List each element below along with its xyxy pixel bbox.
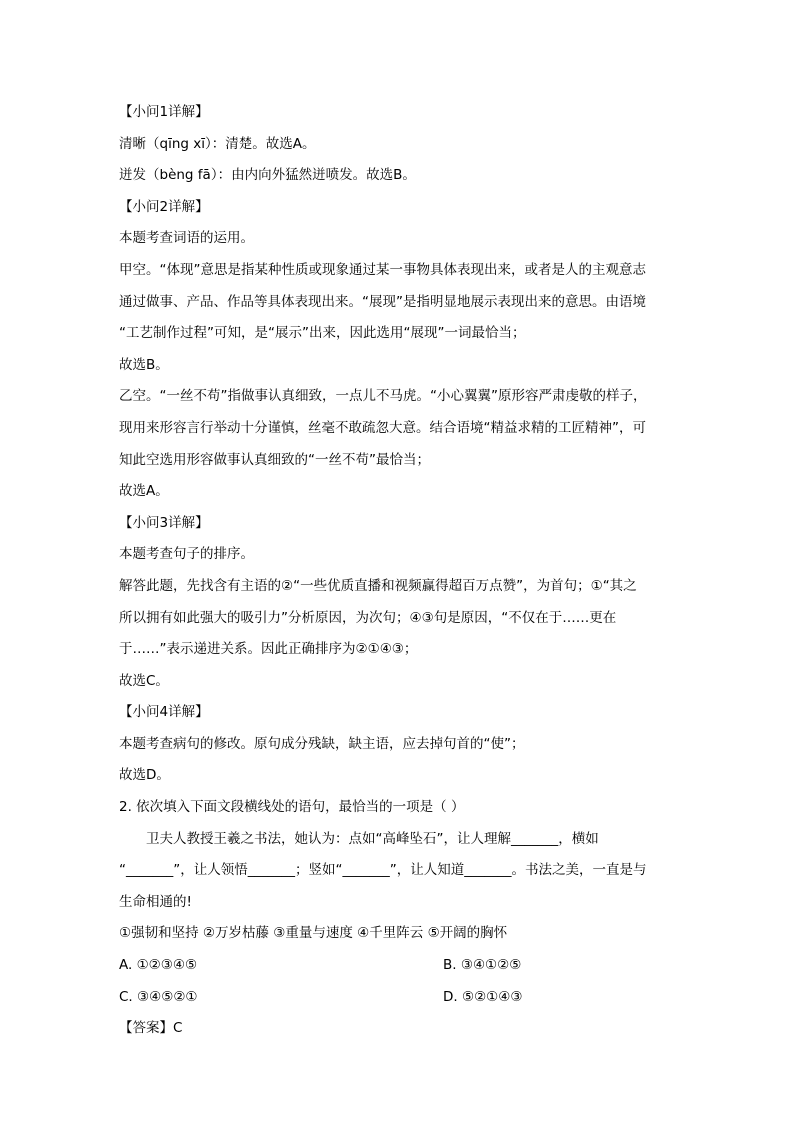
choice-items: ①强韧和坚持 ②万岁枯藤 ③重量与速度 ④千里阵云 ⑤开阔的胸怀 <box>119 925 508 942</box>
explanation-line: 解答此题，先找含有主语的②“一些优质直播和视频赢得超百万点赞”，为首句；①“其之 <box>119 577 637 594</box>
section-heading-q1: 【小问1详解】 <box>119 104 209 120</box>
section-heading-q4: 【小问4详解】 <box>119 704 209 721</box>
answer-choice-line: 故选A。 <box>119 483 169 500</box>
explanation-line: 清晰（qīng xī）：清楚。故选A。 <box>119 135 316 152</box>
answer-label: 【答案】C <box>119 1020 183 1037</box>
explanation-line: 乙空。“一丝不苟”指做事认真细致，一点儿不马虎。“小心翼翼”原形容严肃虔敬的样子， <box>119 388 647 405</box>
options-row-2 <box>119 986 679 1008</box>
explanation-line: 知此空选用形容做事认真细致的“一丝不苟”最恰当； <box>119 451 430 468</box>
question-stem: 2. 依次填入下面文段横线处的语句，最恰当的一项是（ ） <box>119 799 465 816</box>
explanation-line: “工艺制作过程”可知，是“展示”出来，因此选用“展现”一词最恰当； <box>119 325 526 342</box>
explanation-line: 本题考查病句的修改。原句成分残缺，缺主语，应去掉句首的“使”； <box>119 735 525 752</box>
passage-line: 生命相通的! <box>119 893 192 910</box>
option-d: D. ⑤②①④③ <box>443 988 523 1005</box>
explanation-line: 迸发（bèng fā）：由内向外猛然迸喷发。故选B。 <box>119 167 416 184</box>
passage-line: 卫夫人教授王羲之书法，她认为：点如“高峰坠石”，让人理解_______，横如 <box>146 830 599 847</box>
answer-choice-line: 故选D。 <box>119 767 170 784</box>
explanation-line: 甲空。“体现”意思是指某种性质或现象通过某一事物具体表现出来，或者是人的主观意志 <box>119 261 646 278</box>
explanation-line: 现用来形容言行举动十分谨慎，丝毫不敢疏忽大意。结合语境“精益求精的工匠精神”，可 <box>119 419 646 436</box>
section-heading-q2: 【小问2详解】 <box>119 198 209 215</box>
option-b: B. ③④①②⑤ <box>443 957 522 974</box>
explanation-line: 通过做事、产品、作品等具体表现出来。“展现”是指明显地展示表现出来的意思。由语境 <box>119 293 646 310</box>
option-a: A. ①②③④⑤ <box>119 957 198 974</box>
option-c: C. ③④⑤②① <box>119 988 198 1005</box>
answer-choice-line: 故选B。 <box>119 356 169 373</box>
explanation-line: 所以拥有如此强大的吸引力”分析原因，为次句；④③句是原因，“不仅在于……更在 <box>119 609 617 626</box>
explanation-line: 本题考查句子的排序。 <box>119 546 254 563</box>
explanation-line: 于……”表示递进关系。因此正确排序为②①④③； <box>119 641 418 658</box>
answer-choice-line: 故选C。 <box>119 672 169 689</box>
section-heading-q3: 【小问3详解】 <box>119 514 209 531</box>
document-page <box>119 101 679 1049</box>
passage-line: “_______”，让人领悟_______；竖如“_______”，让人知道_______。书法之美，一直是与 <box>119 862 647 879</box>
options-row-1 <box>119 954 679 976</box>
explanation-line: 本题考查词语的运用。 <box>119 230 254 247</box>
